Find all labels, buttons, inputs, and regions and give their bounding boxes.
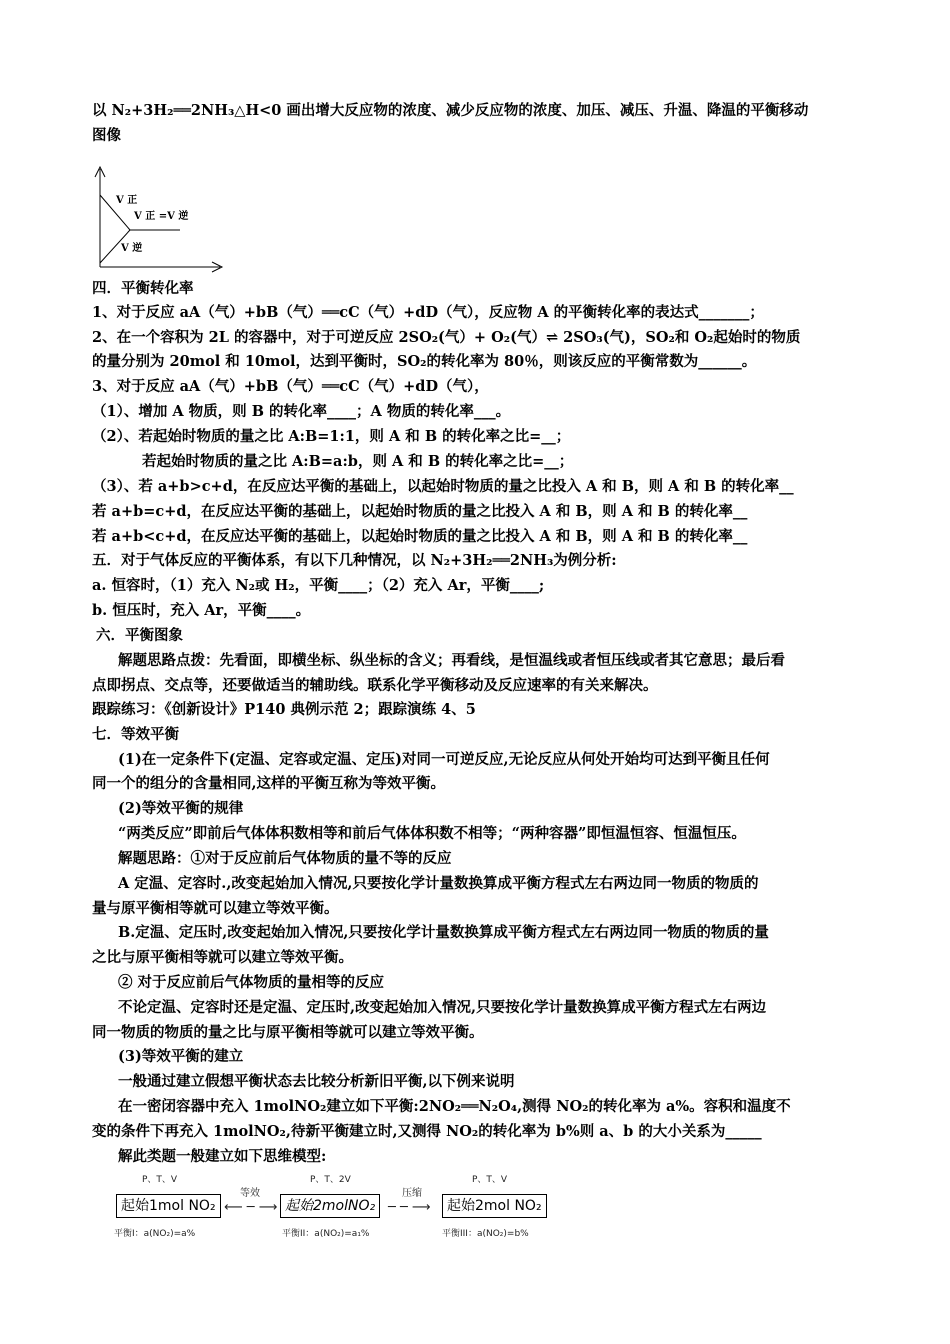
text-line: 以 N₂+3H₂══2NH₃△H<0 画出增大反应物的浓度、减少反应物的浓度、加压、减压、升温、降温的平衡移动 xyxy=(92,102,809,119)
text-line: 在一密闭容器中充入 1molNO₂建立如下平衡:2NO₂══N₂O₄,测得 NO₂的转化率为 a%。容积和温度不 xyxy=(118,1098,791,1115)
v-forward-label: V 正 xyxy=(116,195,138,206)
double-arrow-icon: ⟵ ─ ⟶ xyxy=(224,1200,278,1215)
v-reverse-label: V 逆 xyxy=(121,243,143,254)
state-box: 起始1mol NO₂ xyxy=(116,1194,221,1218)
equilibrium-caption: 平衡I：a(NO₂)=a% xyxy=(114,1229,196,1239)
text-line: （2）、若起始时物质的量之比 A:B=1:1，则 A 和 B 的转化率之比=__； xyxy=(92,428,571,445)
thinking-model-diagram xyxy=(112,1172,552,1246)
arrow-right-icon: ─ ─ ⟶ xyxy=(388,1200,431,1215)
text-line: 的量分别为 20mol 和 10mol，达到平衡时，SO₂的转化率为 80％，则该反应的平衡常数为______。 xyxy=(92,353,757,370)
text-line: 变的条件下再充入 1molNO₂,待新平衡建立时,又测得 NO₂的转化率为 b%则 a、b 的大小关系为_____ xyxy=(92,1123,762,1140)
text-line: 解题思路：①对于反应前后气体物质的量不等的反应 xyxy=(118,850,452,867)
state-box: 起始2molNO₂ xyxy=(280,1194,380,1218)
equilibrium-caption: 平衡II：a(NO₂)=a₁% xyxy=(282,1229,370,1239)
text-line: 点即拐点、交点等，还要做适当的辅助线。联系化学平衡移动及反应速率的有关来解决。 xyxy=(92,677,658,694)
text-line: 同一物质的物质的量之比与原平衡相等就可以建立等效平衡。 xyxy=(92,1024,484,1041)
text-line: （3）、若 a+b>c+d，在反应达平衡的基础上，以起始时物质的量之比投入 A 和 B，则 A 和 B 的转化率__ xyxy=(92,478,794,495)
section-heading: 六．平衡图象 xyxy=(96,627,183,644)
text-line: 2、在一个容积为 2L 的容器中，对于可逆反应 2SO₂(气）+ O₂(气）⇌ 2SO₃(气)，SO₂和 O₂起始时的物质 xyxy=(92,329,801,346)
text-line: ② 对于反应前后气体物质的量相等的反应 xyxy=(118,974,385,991)
text-line: 3、对于反应 aA（气）+bB（气）══cC（气）+dD（气）， xyxy=(92,378,489,395)
text-line: 一般通过建立假想平衡状态去比较分析新旧平衡,以下例来说明 xyxy=(118,1073,515,1090)
text-line: 量与原平衡相等就可以建立等效平衡。 xyxy=(92,900,339,917)
text-line: 解题思路点拨：先看面，即横坐标、纵坐标的含义；再看线，是恒温线或者恒压线或者其它意思；最后看 xyxy=(118,652,785,669)
text-line: 解此类题一般建立如下思维模型: xyxy=(118,1148,327,1165)
text-line: B.定温、定压时,改变起始加入情况,只要按化学计量数换算成平衡方程式左右两边同一物质的物质的量 xyxy=(118,924,769,941)
text-line: 同一个的组分的含量相同,这样的平衡互称为等效平衡。 xyxy=(92,775,446,792)
condition-label: P、T、V xyxy=(142,1175,178,1185)
rate-time-graph xyxy=(88,163,228,275)
state-box: 起始2mol NO₂ xyxy=(442,1194,547,1218)
section-heading: 七．等效平衡 xyxy=(92,726,179,743)
arrow-label: 压缩 xyxy=(402,1188,422,1199)
text-line: 若起始时物质的量之比 A:B=a:b，则 A 和 B 的转化率之比=__； xyxy=(142,453,574,470)
v-equal-label: V 正 =V 逆 xyxy=(134,211,189,222)
arrow-label: 等效 xyxy=(240,1188,260,1199)
text-line: 若 a+b=c+d，在反应达平衡的基础上，以起始时物质的量之比投入 A 和 B，则 A 和 B 的转化率__ xyxy=(92,503,748,520)
text-line: 跟踪练习：《创新设计》P140 典例示范 2；跟踪演练 4、5 xyxy=(92,701,476,718)
text-line: 之比与原平衡相等就可以建立等效平衡。 xyxy=(92,949,353,966)
condition-label: P、T、2V xyxy=(310,1175,351,1185)
text-line: (2)等效平衡的规律 xyxy=(118,800,244,817)
section-heading: 四．平衡转化率 xyxy=(92,280,194,297)
text-line: A 定温、定容时.,改变起始加入情况,只要按化学计量数换算成平衡方程式左右两边同一物质的物质的 xyxy=(118,875,759,892)
text-line: (1)在一定条件下(定温、定容或定温、定压)对同一可逆反应,无论反应从何处开始均可达到平衡且任何 xyxy=(118,751,770,768)
text-line: 图像 xyxy=(92,127,121,144)
text-line: （1）、增加 A 物质，则 B 的转化率____；A 物质的转化率___。 xyxy=(92,403,511,420)
text-line: 不论定温、定容时还是定温、定压时,改变起始加入情况,只要按化学计量数换算成平衡方程式左右两边 xyxy=(118,999,767,1016)
condition-label: P、T、V xyxy=(472,1175,508,1185)
text-line: a. 恒容时，（1）充入 N₂或 H₂，平衡____；（2）充入 Ar，平衡____; xyxy=(92,577,545,594)
text-line: (3)等效平衡的建立 xyxy=(118,1048,244,1065)
text-line: “两类反应”即前后气体体积数相等和前后气体体积数不相等；“两种容器”即恒温恒容、恒温恒压。 xyxy=(118,825,746,842)
equilibrium-caption: 平衡III：a(NO₂)=b% xyxy=(442,1229,529,1239)
text-line: 若 a+b<c+d，在反应达平衡的基础上，以起始时物质的量之比投入 A 和 B，则 A 和 B 的转化率__ xyxy=(92,528,748,545)
section-heading: 五．对于气体反应的平衡体系，有以下几种情况，以 N₂+3H₂══2NH₃为例分析: xyxy=(92,552,617,569)
text-line: b. 恒压时，充入 Ar，平衡____。 xyxy=(92,602,311,619)
text-line: 1、对于反应 aA（气）+bB（气）══cC（气）+dD（气），反应物 A 的平衡转化率的表达式_______； xyxy=(92,304,764,321)
